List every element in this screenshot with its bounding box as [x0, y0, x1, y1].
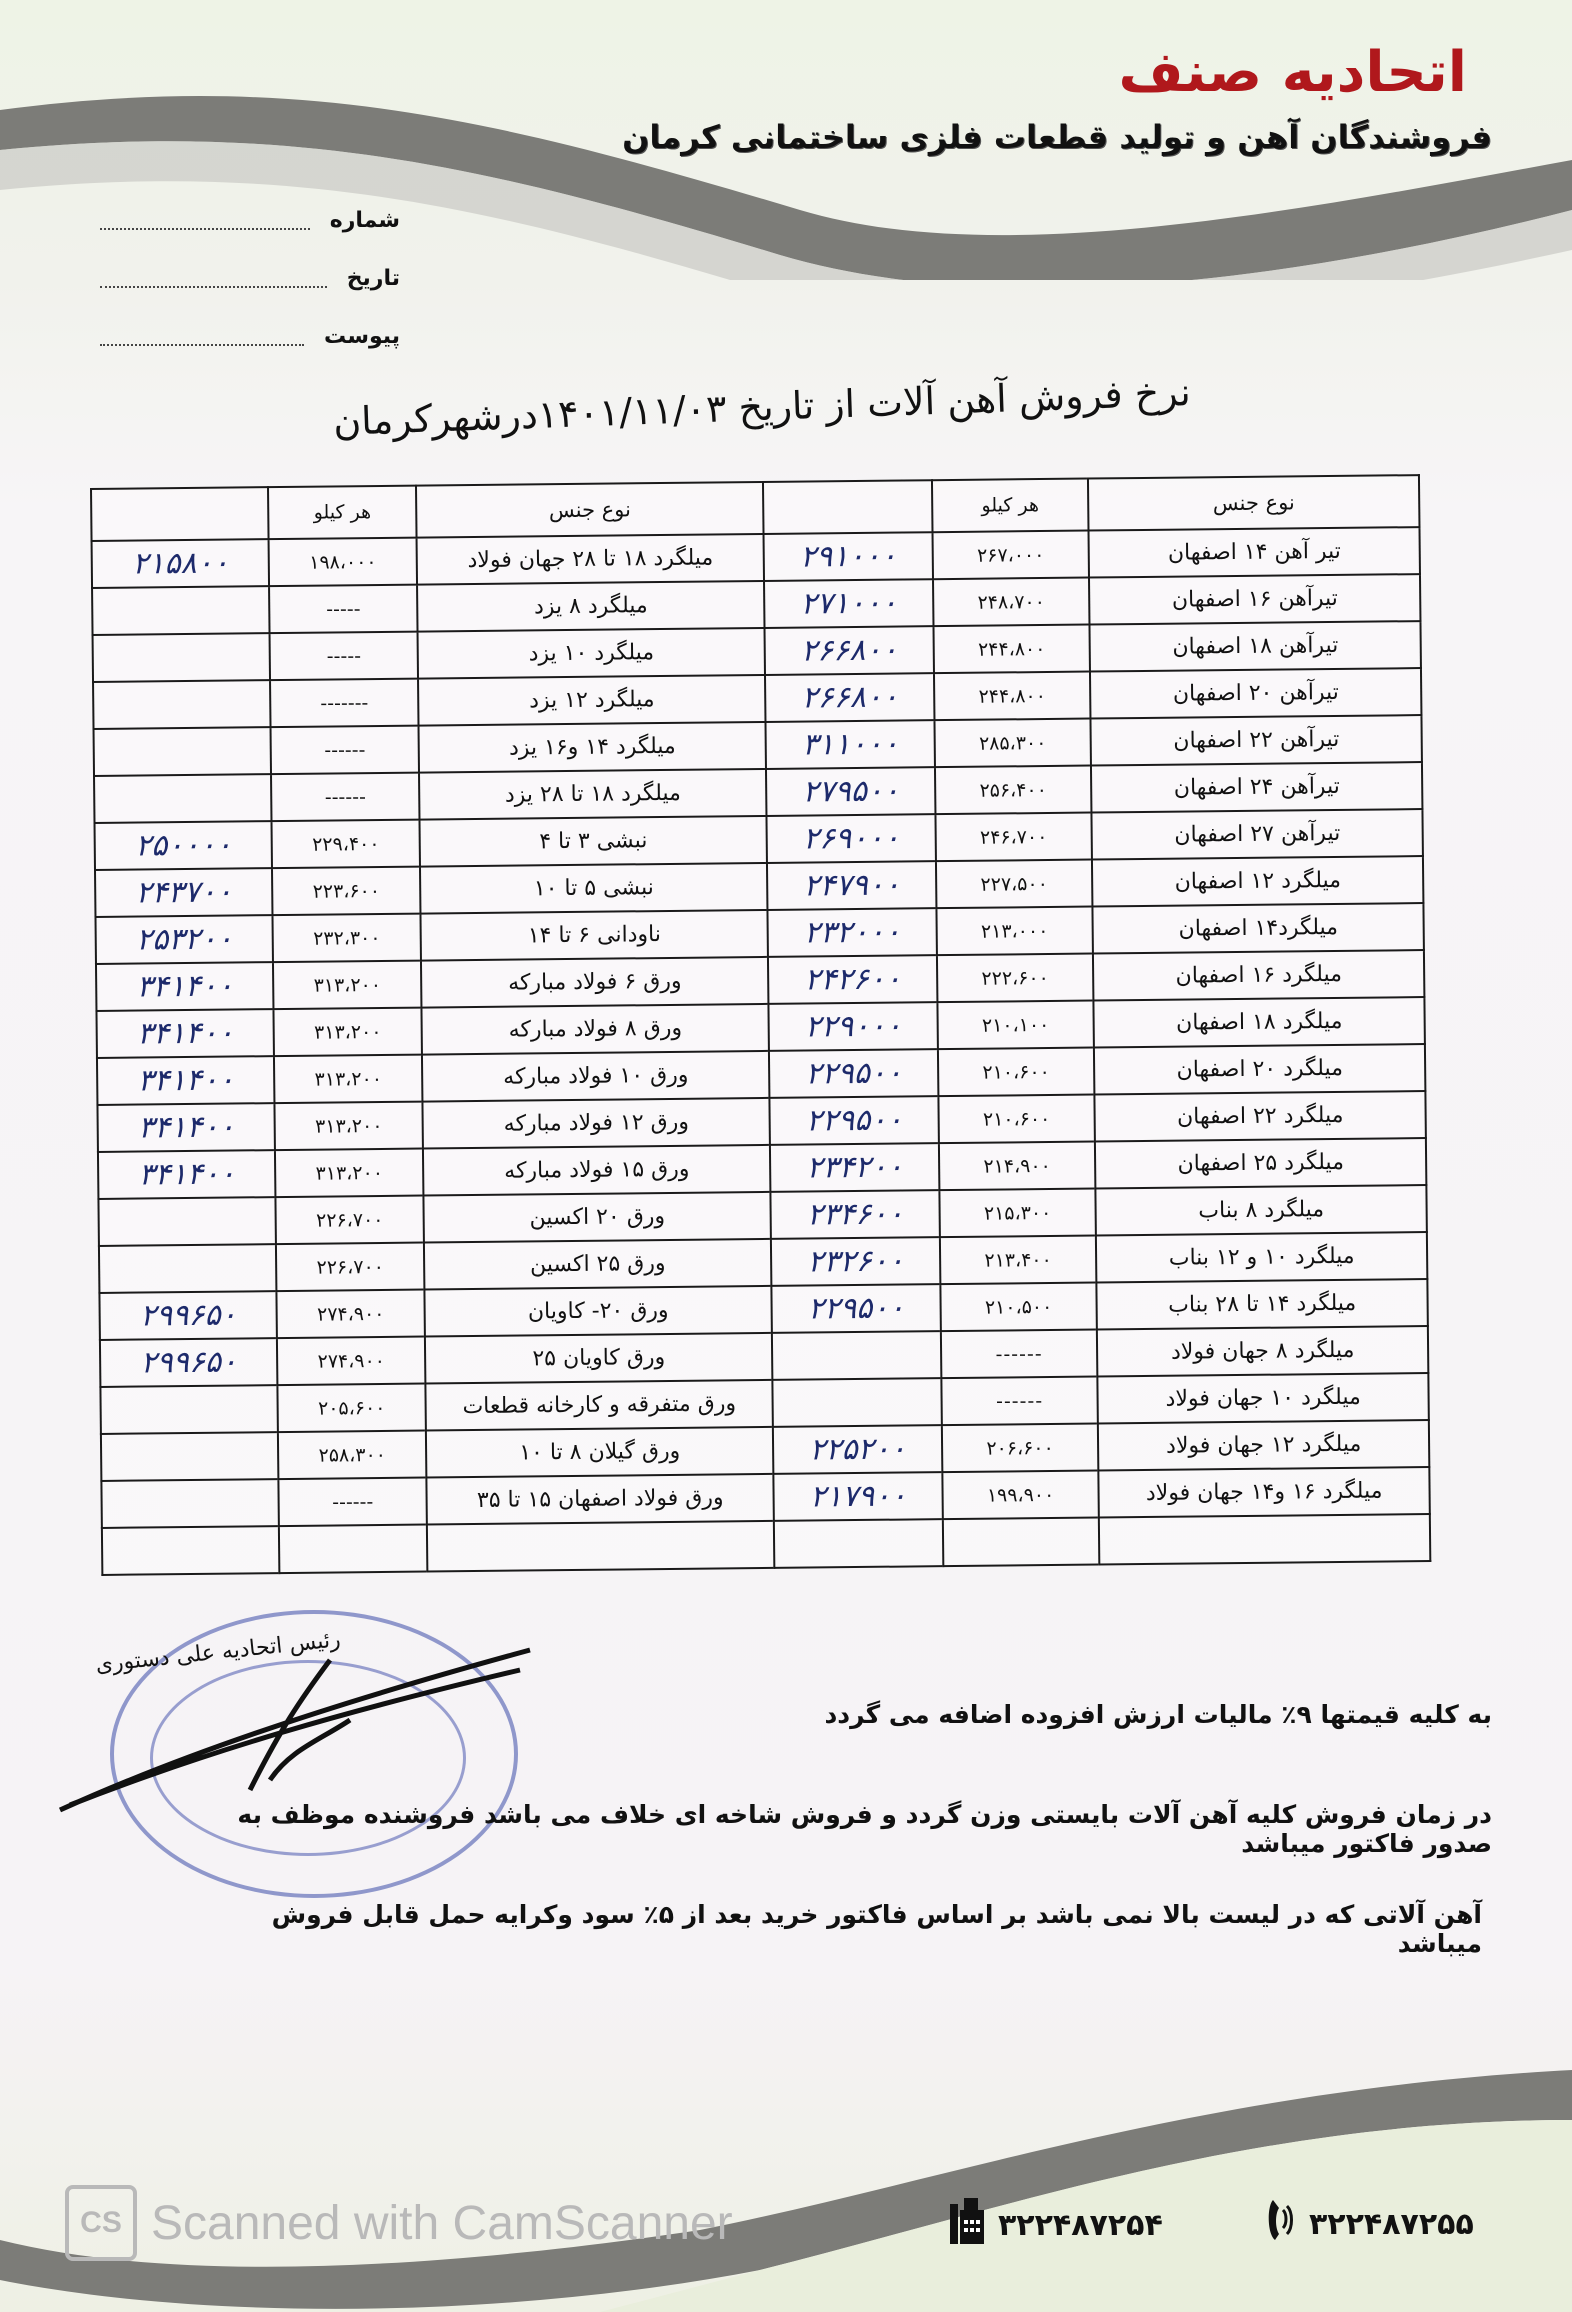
- meta-attachment-label: پیوست: [324, 323, 400, 349]
- item-name-left: ورق کاویان ۲۵: [425, 1333, 773, 1384]
- item-name-right: میلگرد ۱۰ جهان فولاد: [1098, 1373, 1429, 1423]
- handwritten-price-left: ۲۵۳۲۰۰: [95, 915, 273, 964]
- item-name-right: میلگرد ۸ بناب: [1096, 1185, 1427, 1235]
- per-kilo-price-left: ۲۲۶،۷۰۰: [276, 1196, 424, 1245]
- item-name-right: میلگرد ۱۰ و ۱۲ بناب: [1096, 1232, 1427, 1282]
- phone-contact: [1265, 2198, 1474, 2250]
- handwritten-price-left: [94, 774, 272, 823]
- item-name-left: ورق گیلان ۸ تا ۱۰: [426, 1427, 774, 1478]
- handwritten-price-right: ۲۶۶۸۰۰: [765, 626, 934, 675]
- item-name-left: ورق ۱۲ فولاد مبارکه: [422, 1098, 770, 1149]
- handwritten-price-right: ۲۳۴۶۰۰: [771, 1190, 940, 1239]
- note-vat: به کلیه قیمتها ۹٪ مالیات ارزش افزوده اضافه می گردد: [824, 1700, 1492, 1729]
- item-name-right: میلگرد ۱۶ اصفهان: [1093, 950, 1424, 1000]
- per-kilo-price-right: ۲۱۰،۵۰۰: [940, 1283, 1097, 1332]
- per-kilo-price-left: ۳۱۳،۲۰۰: [275, 1149, 423, 1198]
- handwritten-price-right: ۲۴۷۹۰۰: [767, 861, 936, 910]
- item-name-right: میلگرد ۲۲ اصفهان: [1095, 1091, 1426, 1141]
- price-table-body: [92, 527, 1431, 1575]
- handwritten-price-right: [774, 1519, 943, 1568]
- item-name-right: میلگرد ۲۰ اصفهان: [1094, 1044, 1425, 1094]
- handwritten-price-left: [93, 680, 271, 729]
- camscanner-watermark: [65, 2185, 733, 2261]
- per-kilo-price-right: ۲۴۸،۷۰۰: [933, 578, 1090, 627]
- item-name-left: ورق متفرقه و کارخانه قطعات: [425, 1380, 773, 1431]
- handwritten-price-right: ۲۷۹۵۰۰: [766, 767, 935, 816]
- handwritten-price-left: ۳۴۱۴۰۰: [98, 1150, 276, 1199]
- handwritten-price-left: ۲۹۹۶۵۰: [99, 1291, 277, 1340]
- header-handwritten-right: [763, 480, 932, 534]
- item-name-left: ورق ۲۰- کاویان: [424, 1286, 772, 1337]
- per-kilo-price-left: ۲۳۲،۳۰۰: [273, 914, 421, 963]
- item-name-right: میلگرد ۱۲ اصفهان: [1092, 856, 1423, 906]
- item-name-left: نبشی ۵ تا ۱۰: [420, 863, 768, 914]
- per-kilo-price-right: ۲۱۵،۳۰۰: [939, 1189, 1096, 1238]
- per-kilo-price-right: ۲۲۲،۶۰۰: [937, 954, 1094, 1003]
- per-kilo-price-right: ۲۸۵،۳۰۰: [934, 719, 1091, 768]
- union-subtitle: فروشندگان آهن و تولید قطعات فلزی ساختمانی کرمان: [622, 118, 1492, 156]
- per-kilo-price-left: ------: [271, 773, 419, 822]
- handwritten-price-left: [98, 1197, 276, 1246]
- item-name-right: تیرآهن ۱۶ اصفهان: [1089, 574, 1420, 624]
- handwritten-price-right: ۲۲۹۵۰۰: [769, 1049, 938, 1098]
- item-name-left: میلگرد ۱۰ یزد: [417, 628, 765, 679]
- per-kilo-price-left: -------: [270, 679, 418, 728]
- price-table: [90, 474, 1431, 1576]
- per-kilo-price-left: ۲۲۶،۷۰۰: [276, 1243, 424, 1292]
- handwritten-price-right: ۲۱۷۹۰۰: [774, 1472, 943, 1521]
- per-kilo-price-right: ۲۴۴،۸۰۰: [934, 672, 1091, 721]
- header-handwritten-left: [91, 487, 269, 541]
- meta-date-field: [100, 258, 400, 298]
- fax-contact: [950, 2198, 1163, 2252]
- item-name-right: تیرآهن ۲۰ اصفهان: [1090, 668, 1421, 718]
- per-kilo-price-right: ۲۴۴،۸۰۰: [933, 625, 1090, 674]
- per-kilo-price-right: ۲۴۶،۷۰۰: [935, 813, 1092, 862]
- fax-icon: [950, 2198, 984, 2252]
- handwritten-price-right: ۲۷۱۰۰۰: [764, 579, 933, 628]
- meta-date-line: [100, 285, 327, 288]
- item-name-right: تیرآهن ۲۴ اصفهان: [1091, 762, 1422, 812]
- per-kilo-price-right: ۲۱۰،۱۰۰: [937, 1001, 1094, 1050]
- per-kilo-price-right: ۲۰۶،۶۰۰: [942, 1423, 1099, 1472]
- per-kilo-price-left: ۱۹۸،۰۰۰: [269, 538, 417, 587]
- meta-number-field: [100, 200, 400, 240]
- item-name-right: تیرآهن ۲۲ اصفهان: [1091, 715, 1422, 765]
- header-per-kilo-left: هر کیلو: [268, 486, 416, 540]
- note-weighing: در زمان فروش کلیه آهن آلات بایستی وزن گردد و فروش شاخه ای خلاف می باشد فروشنده موظف به صدور فاکتور میباشد: [237, 1800, 1492, 1858]
- document-title: نرخ فروش آهن آلات از تاریخ ۱۴۰۱/۱۱/۰۳درشهرکرمان: [332, 370, 1192, 444]
- per-kilo-price-left: ۳۱۳،۲۰۰: [275, 1102, 423, 1151]
- camscanner-text: Scanned with CamScanner: [151, 2196, 733, 2250]
- item-name-left: نبشی ۳ تا ۴: [419, 816, 767, 867]
- handwritten-price-left: ۲۱۵۸۰۰: [92, 539, 270, 588]
- handwritten-price-left: ۲۴۳۷۰۰: [95, 868, 273, 917]
- item-name-left: میلگرد ۱۸ تا ۲۸ جهان فولاد: [416, 534, 764, 585]
- per-kilo-price-left: ۲۷۴،۹۰۰: [277, 1337, 425, 1386]
- item-name-left: میلگرد ۱۲ یزد: [418, 675, 766, 726]
- handwritten-price-left: [101, 1479, 279, 1528]
- item-name-left: ورق ۱۰ فولاد مبارکه: [422, 1051, 770, 1102]
- handwritten-price-left: ۳۴۱۴۰۰: [96, 1009, 274, 1058]
- handwritten-price-left: ۳۴۱۴۰۰: [97, 1056, 275, 1105]
- handwritten-price-left: [102, 1526, 280, 1575]
- meta-number-line: [100, 227, 310, 230]
- handwritten-price-left: ۳۴۱۴۰۰: [97, 1103, 275, 1152]
- header-type-left: نوع جنس: [416, 482, 764, 538]
- per-kilo-price-left: [279, 1525, 427, 1574]
- item-name-left: میلگرد ۸ یزد: [417, 581, 765, 632]
- item-name-right: میلگرد۱۴ اصفهان: [1093, 903, 1424, 953]
- per-kilo-price-right: ------: [941, 1376, 1098, 1425]
- per-kilo-price-right: ۲۶۷،۰۰۰: [932, 531, 1089, 580]
- handwritten-price-left: [99, 1244, 277, 1293]
- per-kilo-price-right: ۱۹۹،۹۰۰: [942, 1470, 1099, 1519]
- item-name-left: [427, 1521, 775, 1572]
- handwritten-price-right: ۲۹۱۰۰۰: [764, 532, 933, 581]
- per-kilo-price-left: ------: [271, 726, 419, 775]
- handwritten-price-right: ۲۴۲۶۰۰: [768, 955, 937, 1004]
- item-name-left: ورق فولاد اصفهان ۱۵ تا ۳۵: [426, 1474, 774, 1525]
- per-kilo-price-right: ۲۱۰،۶۰۰: [938, 1095, 1095, 1144]
- handwritten-price-left: [93, 633, 271, 682]
- handwritten-price-left: [92, 586, 270, 635]
- header-type-right: نوع جنس: [1088, 475, 1419, 530]
- handwritten-price-left: [94, 727, 272, 776]
- item-name-left: ورق ۲۰ اکسین: [423, 1192, 771, 1243]
- item-name-left: ورق ۲۵ اکسین: [424, 1239, 772, 1290]
- handwritten-price-right: ۲۳۲۰۰۰: [768, 908, 937, 957]
- item-name-left: میلگرد ۱۸ تا ۲۸ یزد: [419, 769, 767, 820]
- item-name-right: میلگرد ۱۸ اصفهان: [1094, 997, 1425, 1047]
- item-name-right: میلگرد ۸ جهان فولاد: [1097, 1326, 1428, 1376]
- header-per-kilo-right: هر کیلو: [932, 479, 1089, 533]
- item-name-left: ورق ۱۵ فولاد مبارکه: [423, 1145, 771, 1196]
- handwritten-price-right: ۳۱۱۰۰۰: [766, 720, 935, 769]
- item-name-left: ورق ۸ فولاد مبارکه: [421, 1004, 769, 1055]
- per-kilo-price-left: ۳۱۳،۲۰۰: [274, 1008, 422, 1057]
- per-kilo-price-left: ۲۲۳،۶۰۰: [272, 867, 420, 916]
- signature-label: رئیس اتحادیه علی دستوری: [94, 1627, 342, 1678]
- handwritten-price-right: ۲۳۴۲۰۰: [770, 1143, 939, 1192]
- handwritten-price-right: [772, 1331, 941, 1380]
- per-kilo-price-left: ۲۲۹،۴۰۰: [272, 820, 420, 869]
- handwritten-price-left: ۲۹۹۶۵۰: [100, 1338, 278, 1387]
- meta-date-label: تاریخ: [346, 265, 400, 291]
- union-title: اتحادیه صنف: [1118, 40, 1467, 105]
- per-kilo-price-left: ۲۷۴،۹۰۰: [277, 1290, 425, 1339]
- item-name-right: میلگرد ۲۵ اصفهان: [1095, 1138, 1426, 1188]
- phone-number: ۳۲۲۴۸۷۲۵۵: [1309, 2206, 1474, 2242]
- item-name-right: تیرآهن ۲۷ اصفهان: [1092, 809, 1423, 859]
- item-name-right: میلگرد ۱۲ جهان فولاد: [1098, 1420, 1429, 1470]
- handwritten-price-right: ۲۲۵۲۰۰: [773, 1425, 942, 1474]
- per-kilo-price-left: ۳۱۳،۲۰۰: [274, 1055, 422, 1104]
- per-kilo-price-left: -----: [269, 585, 417, 634]
- handwritten-price-right: ۲۶۹۰۰۰: [767, 814, 936, 863]
- per-kilo-price-right: ۲۱۰،۶۰۰: [938, 1048, 1095, 1097]
- per-kilo-price-right: [943, 1517, 1100, 1566]
- handwritten-price-right: ۲۲۹۵۰۰: [770, 1096, 939, 1145]
- header-wave-decoration: [0, 80, 1572, 280]
- meta-number-label: شماره: [329, 207, 400, 233]
- handwritten-price-left: ۲۵۰۰۰۰: [95, 821, 273, 870]
- per-kilo-price-right: ۲۱۳،۰۰۰: [936, 907, 1093, 956]
- per-kilo-price-left: ------: [279, 1478, 427, 1527]
- item-name-right: میلگرد ۱۶ و۱۴ جهان فولاد: [1099, 1467, 1430, 1517]
- per-kilo-price-right: ۲۱۴،۹۰۰: [939, 1142, 1096, 1191]
- item-name-left: ورق ۶ فولاد مبارکه: [421, 957, 769, 1008]
- per-kilo-price-left: ۲۵۸،۳۰۰: [278, 1431, 426, 1480]
- handwritten-price-right: ۲۲۹۵۰۰: [772, 1284, 941, 1333]
- note-unlisted-items: آهن آلاتی که در لیست بالا نمی باشد بر اساس فاکتور خرید بعد از ۵٪ سود وکرایه حمل قابل فروش میباشد: [271, 1900, 1482, 1958]
- per-kilo-price-left: ۳۱۳،۲۰۰: [273, 961, 421, 1010]
- handwritten-price-left: ۳۴۱۴۰۰: [96, 962, 274, 1011]
- item-name-left: ناودانی ۶ تا ۱۴: [420, 910, 768, 961]
- handwritten-price-right: ۲۲۹۰۰۰: [769, 1002, 938, 1051]
- item-name-right: [1099, 1514, 1430, 1564]
- item-name-left: میلگرد ۱۴ و۱۶ یزد: [418, 722, 766, 773]
- meta-attachment-line: [100, 343, 304, 346]
- meta-attachment-field: [100, 316, 400, 356]
- per-kilo-price-right: ۲۵۶،۴۰۰: [935, 766, 1092, 815]
- handwritten-price-right: ۲۶۶۸۰۰: [765, 673, 934, 722]
- handwritten-price-right: ۲۳۲۶۰۰: [771, 1237, 940, 1286]
- per-kilo-price-left: -----: [270, 632, 418, 681]
- per-kilo-price-left: ۲۰۵،۶۰۰: [278, 1384, 426, 1433]
- per-kilo-price-right: ۲۲۷،۵۰۰: [936, 860, 1093, 909]
- per-kilo-price-right: ۲۱۳،۴۰۰: [940, 1236, 1097, 1285]
- phone-icon: [1265, 2198, 1295, 2250]
- item-name-right: تیر آهن ۱۴ اصفهان: [1089, 527, 1420, 577]
- fax-number: ۳۲۲۴۸۷۲۵۴: [998, 2207, 1163, 2243]
- handwritten-price-left: [101, 1432, 279, 1481]
- handwritten-price-left: [100, 1385, 278, 1434]
- item-name-right: میلگرد ۱۴ تا ۲۸ بناب: [1097, 1279, 1428, 1329]
- handwritten-price-right: [773, 1378, 942, 1427]
- item-name-right: تیرآهن ۱۸ اصفهان: [1090, 621, 1421, 671]
- per-kilo-price-right: ------: [941, 1330, 1098, 1379]
- camscanner-logo-icon: CS: [65, 2185, 137, 2261]
